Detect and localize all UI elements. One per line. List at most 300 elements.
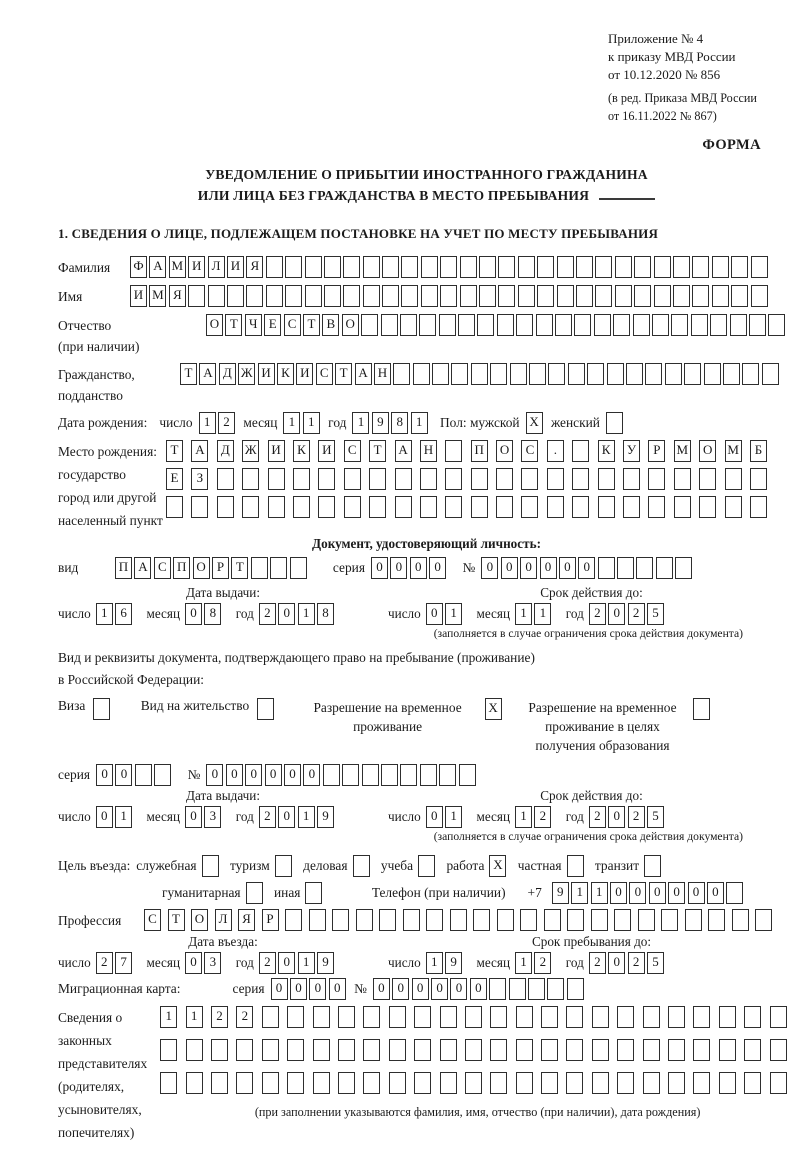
form-cell[interactable] [617,1072,634,1094]
form-cell[interactable] [644,855,661,877]
form-cell[interactable] [731,256,748,278]
form-cell[interactable]: 2 [589,603,606,625]
form-cell[interactable]: О [699,440,716,462]
form-cell[interactable] [305,285,322,307]
purpose-humanitarian-checkbox[interactable] [246,882,265,904]
form-cell[interactable]: 1 [298,603,315,625]
form-cell[interactable]: 0 [278,603,295,625]
form-cell[interactable]: Л [215,909,232,931]
form-cell[interactable]: 0 [412,978,429,1000]
form-cell[interactable]: О [193,557,210,579]
form-cell[interactable]: 8 [391,412,408,434]
residence-permit-checkbox[interactable] [257,698,276,720]
form-cell[interactable] [227,285,244,307]
form-cell[interactable]: Т [369,440,386,462]
form-cell[interactable] [537,256,554,278]
form-cell[interactable]: 0 [610,882,627,904]
form-cell[interactable]: Ч [245,314,262,336]
form-cell[interactable] [324,256,341,278]
form-cell[interactable] [557,256,574,278]
form-cell[interactable] [645,363,662,385]
form-cell[interactable] [389,1006,406,1028]
form-cell[interactable] [477,314,494,336]
form-cell[interactable] [673,285,690,307]
form-cell[interactable] [471,363,488,385]
form-cell[interactable]: 0 [245,764,262,786]
form-cell[interactable] [268,496,285,518]
form-cell[interactable] [699,468,716,490]
form-cell[interactable]: 1 [96,603,113,625]
form-cell[interactable] [496,496,513,518]
form-cell[interactable] [634,256,651,278]
form-cell[interactable]: Л [208,256,225,278]
form-cell[interactable]: А [134,557,151,579]
form-cell[interactable]: О [342,314,359,336]
form-cell[interactable] [318,496,335,518]
form-cell[interactable] [656,557,673,579]
form-cell[interactable] [557,285,574,307]
form-cell[interactable] [217,496,234,518]
form-cell[interactable] [572,496,589,518]
form-cell[interactable] [266,256,283,278]
form-cell[interactable]: 8 [204,603,221,625]
form-cell[interactable] [574,314,591,336]
form-cell[interactable]: К [293,440,310,462]
form-cell[interactable] [217,468,234,490]
form-cell[interactable]: 0 [284,764,301,786]
form-cell[interactable] [643,1006,660,1028]
form-cell[interactable] [516,1072,533,1094]
form-cell[interactable]: Я [169,285,186,307]
form-cell[interactable] [521,468,538,490]
form-cell[interactable] [732,909,749,931]
form-cell[interactable] [518,256,535,278]
purpose-private-checkbox[interactable] [567,855,586,877]
form-cell[interactable] [643,1072,660,1094]
form-cell[interactable] [401,285,418,307]
form-cell[interactable] [521,496,538,518]
form-cell[interactable]: Я [238,909,255,931]
form-cell[interactable]: 1 [186,1006,203,1028]
form-cell[interactable]: 0 [271,978,288,1000]
form-cell[interactable]: М [674,440,691,462]
form-cell[interactable] [547,468,564,490]
form-cell[interactable] [191,496,208,518]
form-cell[interactable] [516,1039,533,1061]
form-cell[interactable]: Н [374,363,391,385]
form-cell[interactable] [626,363,643,385]
form-cell[interactable] [541,1006,558,1028]
form-cell[interactable]: Т [231,557,248,579]
form-cell[interactable]: 0 [206,764,223,786]
form-cell[interactable] [661,909,678,931]
form-cell[interactable]: X [485,698,502,720]
form-cell[interactable] [544,909,561,931]
form-cell[interactable] [606,412,623,434]
form-cell[interactable]: С [521,440,538,462]
form-cell[interactable] [693,1072,710,1094]
form-cell[interactable]: П [173,557,190,579]
form-cell[interactable] [451,363,468,385]
form-cell[interactable] [719,1072,736,1094]
form-cell[interactable]: 5 [647,806,664,828]
form-cell[interactable] [262,1039,279,1061]
form-cell[interactable] [723,363,740,385]
temp-residence-education-checkbox[interactable] [693,698,712,720]
form-cell[interactable] [636,557,653,579]
form-cell[interactable] [684,363,701,385]
form-cell[interactable]: 5 [647,603,664,625]
form-cell[interactable] [598,468,615,490]
form-cell[interactable] [744,1006,761,1028]
form-cell[interactable]: 1 [591,882,608,904]
form-cell[interactable] [413,363,430,385]
form-cell[interactable] [445,440,462,462]
form-cell[interactable] [595,285,612,307]
form-cell[interactable]: 0 [470,978,487,1000]
form-cell[interactable] [287,1072,304,1094]
form-cell[interactable] [440,1039,457,1061]
form-cell[interactable]: 0 [185,952,202,974]
form-cell[interactable]: Т [180,363,197,385]
form-cell[interactable] [343,256,360,278]
form-cell[interactable]: И [188,256,205,278]
form-cell[interactable] [309,909,326,931]
form-cell[interactable]: 0 [578,557,595,579]
form-cell[interactable] [242,496,259,518]
form-cell[interactable] [285,256,302,278]
form-cell[interactable]: 0 [373,978,390,1000]
form-cell[interactable] [418,855,435,877]
form-cell[interactable] [332,909,349,931]
form-cell[interactable]: И [227,256,244,278]
form-cell[interactable] [643,1039,660,1061]
form-cell[interactable] [710,314,727,336]
form-cell[interactable] [236,1072,253,1094]
form-cell[interactable]: 2 [589,806,606,828]
form-cell[interactable]: О [206,314,223,336]
form-cell[interactable]: 0 [649,882,666,904]
form-cell[interactable]: 1 [411,412,428,434]
form-cell[interactable]: И [318,440,335,462]
form-cell[interactable] [439,314,456,336]
form-cell[interactable] [592,1039,609,1061]
form-cell[interactable] [770,1072,787,1094]
form-cell[interactable] [615,285,632,307]
form-cell[interactable] [266,285,283,307]
form-cell[interactable]: 0 [410,557,427,579]
form-cell[interactable] [668,1006,685,1028]
form-cell[interactable]: Р [648,440,665,462]
form-cell[interactable] [389,1072,406,1094]
form-cell[interactable]: 1 [283,412,300,434]
form-cell[interactable]: 0 [668,882,685,904]
form-cell[interactable] [693,698,710,720]
form-cell[interactable]: . [547,440,564,462]
form-cell[interactable] [497,314,514,336]
form-cell[interactable] [617,1039,634,1061]
form-cell[interactable]: 1 [445,806,462,828]
form-cell[interactable] [490,363,507,385]
form-cell[interactable] [338,1006,355,1028]
form-cell[interactable]: 0 [115,764,132,786]
form-cell[interactable]: 2 [96,952,113,974]
form-cell[interactable] [251,557,268,579]
form-cell[interactable]: 0 [290,978,307,1000]
form-cell[interactable] [742,363,759,385]
form-cell[interactable]: 9 [552,882,569,904]
form-cell[interactable] [671,314,688,336]
form-cell[interactable]: 9 [372,412,389,434]
form-cell[interactable] [270,557,287,579]
form-cell[interactable]: 0 [278,806,295,828]
form-cell[interactable] [440,1072,457,1094]
form-cell[interactable] [615,256,632,278]
form-cell[interactable]: 1 [426,952,443,974]
form-cell[interactable] [755,909,772,931]
form-cell[interactable]: 0 [559,557,576,579]
form-cell[interactable] [668,1072,685,1094]
purpose-transit-checkbox[interactable] [644,855,663,877]
form-cell[interactable] [516,1006,533,1028]
form-cell[interactable]: Т [166,440,183,462]
form-cell[interactable] [548,363,565,385]
form-cell[interactable] [566,1006,583,1028]
form-cell[interactable] [363,1072,380,1094]
form-cell[interactable] [576,285,593,307]
form-cell[interactable] [520,909,537,931]
form-cell[interactable] [712,285,729,307]
form-cell[interactable] [595,256,612,278]
form-cell[interactable]: 0 [481,557,498,579]
form-cell[interactable] [498,256,515,278]
form-cell[interactable]: 0 [520,557,537,579]
form-cell[interactable]: 1 [298,952,315,974]
form-cell[interactable]: 1 [115,806,132,828]
form-cell[interactable]: 2 [259,603,276,625]
form-cell[interactable] [704,363,721,385]
form-cell[interactable] [459,764,476,786]
form-cell[interactable] [344,496,361,518]
form-cell[interactable]: 2 [534,952,551,974]
form-cell[interactable]: 1 [534,603,551,625]
form-cell[interactable] [338,1039,355,1061]
form-cell[interactable] [465,1072,482,1094]
form-cell[interactable] [536,314,553,336]
purpose-business-checkbox[interactable] [353,855,372,877]
form-cell[interactable] [598,496,615,518]
form-cell[interactable] [547,496,564,518]
form-cell[interactable]: 0 [226,764,243,786]
form-cell[interactable] [262,1072,279,1094]
form-cell[interactable] [343,285,360,307]
form-cell[interactable] [363,256,380,278]
form-cell[interactable]: Ж [242,440,259,462]
form-cell[interactable] [617,557,634,579]
form-cell[interactable] [363,285,380,307]
form-cell[interactable] [490,1006,507,1028]
form-cell[interactable] [135,764,152,786]
form-cell[interactable]: 0 [426,806,443,828]
form-cell[interactable] [432,363,449,385]
form-cell[interactable] [770,1006,787,1028]
form-cell[interactable]: 0 [608,806,625,828]
form-cell[interactable]: 0 [265,764,282,786]
form-cell[interactable]: С [316,363,333,385]
form-cell[interactable]: 0 [392,978,409,1000]
form-cell[interactable] [719,1006,736,1028]
form-cell[interactable] [382,285,399,307]
form-cell[interactable] [749,314,766,336]
form-cell[interactable] [285,285,302,307]
form-cell[interactable]: 9 [317,952,334,974]
form-cell[interactable] [567,978,584,1000]
form-cell[interactable] [421,256,438,278]
form-cell[interactable] [751,256,768,278]
form-cell[interactable] [529,363,546,385]
form-cell[interactable]: 1 [571,882,588,904]
form-cell[interactable]: С [284,314,301,336]
form-cell[interactable] [287,1039,304,1061]
form-cell[interactable]: Е [264,314,281,336]
form-cell[interactable]: X [489,855,506,877]
form-cell[interactable] [313,1039,330,1061]
form-cell[interactable]: 2 [259,806,276,828]
form-cell[interactable]: 0 [185,806,202,828]
form-cell[interactable] [211,1072,228,1094]
form-cell[interactable] [401,256,418,278]
form-cell[interactable]: 2 [534,806,551,828]
form-cell[interactable] [420,764,437,786]
form-cell[interactable]: 1 [303,412,320,434]
form-cell[interactable] [242,468,259,490]
form-cell[interactable] [323,764,340,786]
form-cell[interactable]: И [296,363,313,385]
form-cell[interactable]: Ж [238,363,255,385]
form-cell[interactable]: 1 [515,603,532,625]
form-cell[interactable] [587,363,604,385]
form-cell[interactable] [202,855,219,877]
form-cell[interactable] [592,1072,609,1094]
form-cell[interactable]: Т [225,314,242,336]
form-cell[interactable] [668,1039,685,1061]
form-cell[interactable]: Т [335,363,352,385]
form-cell[interactable] [473,909,490,931]
form-cell[interactable]: О [191,909,208,931]
form-cell[interactable]: Н [420,440,437,462]
form-cell[interactable]: 2 [218,412,235,434]
purpose-work-checkbox[interactable] [489,855,508,877]
form-cell[interactable] [450,909,467,931]
form-cell[interactable]: М [725,440,742,462]
form-cell[interactable]: 2 [628,952,645,974]
form-cell[interactable]: X [526,412,543,434]
form-cell[interactable] [414,1039,431,1061]
form-cell[interactable] [613,314,630,336]
form-cell[interactable] [614,909,631,931]
form-cell[interactable] [490,1039,507,1061]
form-cell[interactable] [674,496,691,518]
form-cell[interactable] [393,363,410,385]
form-cell[interactable]: С [154,557,171,579]
form-cell[interactable]: 2 [236,1006,253,1028]
form-cell[interactable] [458,314,475,336]
form-cell[interactable]: 0 [429,557,446,579]
form-cell[interactable]: 8 [317,603,334,625]
form-cell[interactable] [208,285,225,307]
form-cell[interactable] [479,256,496,278]
form-cell[interactable]: 0 [431,978,448,1000]
form-cell[interactable] [541,1072,558,1094]
form-cell[interactable] [381,314,398,336]
form-cell[interactable] [708,909,725,931]
form-cell[interactable] [186,1039,203,1061]
form-cell[interactable] [592,1006,609,1028]
form-cell[interactable] [731,285,748,307]
form-cell[interactable]: А [355,363,372,385]
form-cell[interactable]: З [191,468,208,490]
form-cell[interactable]: О [496,440,513,462]
form-cell[interactable]: У [623,440,640,462]
form-cell[interactable] [607,363,624,385]
form-cell[interactable] [750,468,767,490]
form-cell[interactable] [290,557,307,579]
form-cell[interactable]: Е [166,468,183,490]
form-cell[interactable] [275,855,292,877]
form-cell[interactable] [489,978,506,1000]
visa-checkbox[interactable] [93,698,112,720]
form-cell[interactable] [498,285,515,307]
form-cell[interactable]: Б [750,440,767,462]
form-cell[interactable] [648,496,665,518]
form-cell[interactable] [400,764,417,786]
form-cell[interactable] [440,1006,457,1028]
form-cell[interactable]: А [199,363,216,385]
form-cell[interactable] [617,1006,634,1028]
form-cell[interactable] [414,1072,431,1094]
form-cell[interactable]: А [191,440,208,462]
form-cell[interactable]: 2 [259,952,276,974]
form-cell[interactable] [744,1039,761,1061]
form-cell[interactable] [400,314,417,336]
form-cell[interactable] [725,468,742,490]
form-cell[interactable] [344,468,361,490]
form-cell[interactable]: Д [217,440,234,462]
form-cell[interactable] [750,496,767,518]
purpose-study-checkbox[interactable] [418,855,437,877]
purpose-tourism-checkbox[interactable] [275,855,294,877]
purpose-official-checkbox[interactable] [202,855,221,877]
form-cell[interactable] [293,496,310,518]
purpose-other-checkbox[interactable] [305,882,324,904]
form-cell[interactable]: К [277,363,294,385]
form-cell[interactable] [188,285,205,307]
form-cell[interactable] [496,468,513,490]
form-cell[interactable]: С [344,440,361,462]
form-cell[interactable]: 2 [589,952,606,974]
form-cell[interactable] [395,496,412,518]
form-cell[interactable] [389,1039,406,1061]
form-cell[interactable]: 0 [688,882,705,904]
form-cell[interactable] [675,557,692,579]
form-cell[interactable] [654,285,671,307]
form-cell[interactable] [353,855,370,877]
form-cell[interactable] [744,1072,761,1094]
form-cell[interactable] [460,256,477,278]
form-cell[interactable] [725,496,742,518]
form-cell[interactable] [692,285,709,307]
form-cell[interactable] [420,468,437,490]
